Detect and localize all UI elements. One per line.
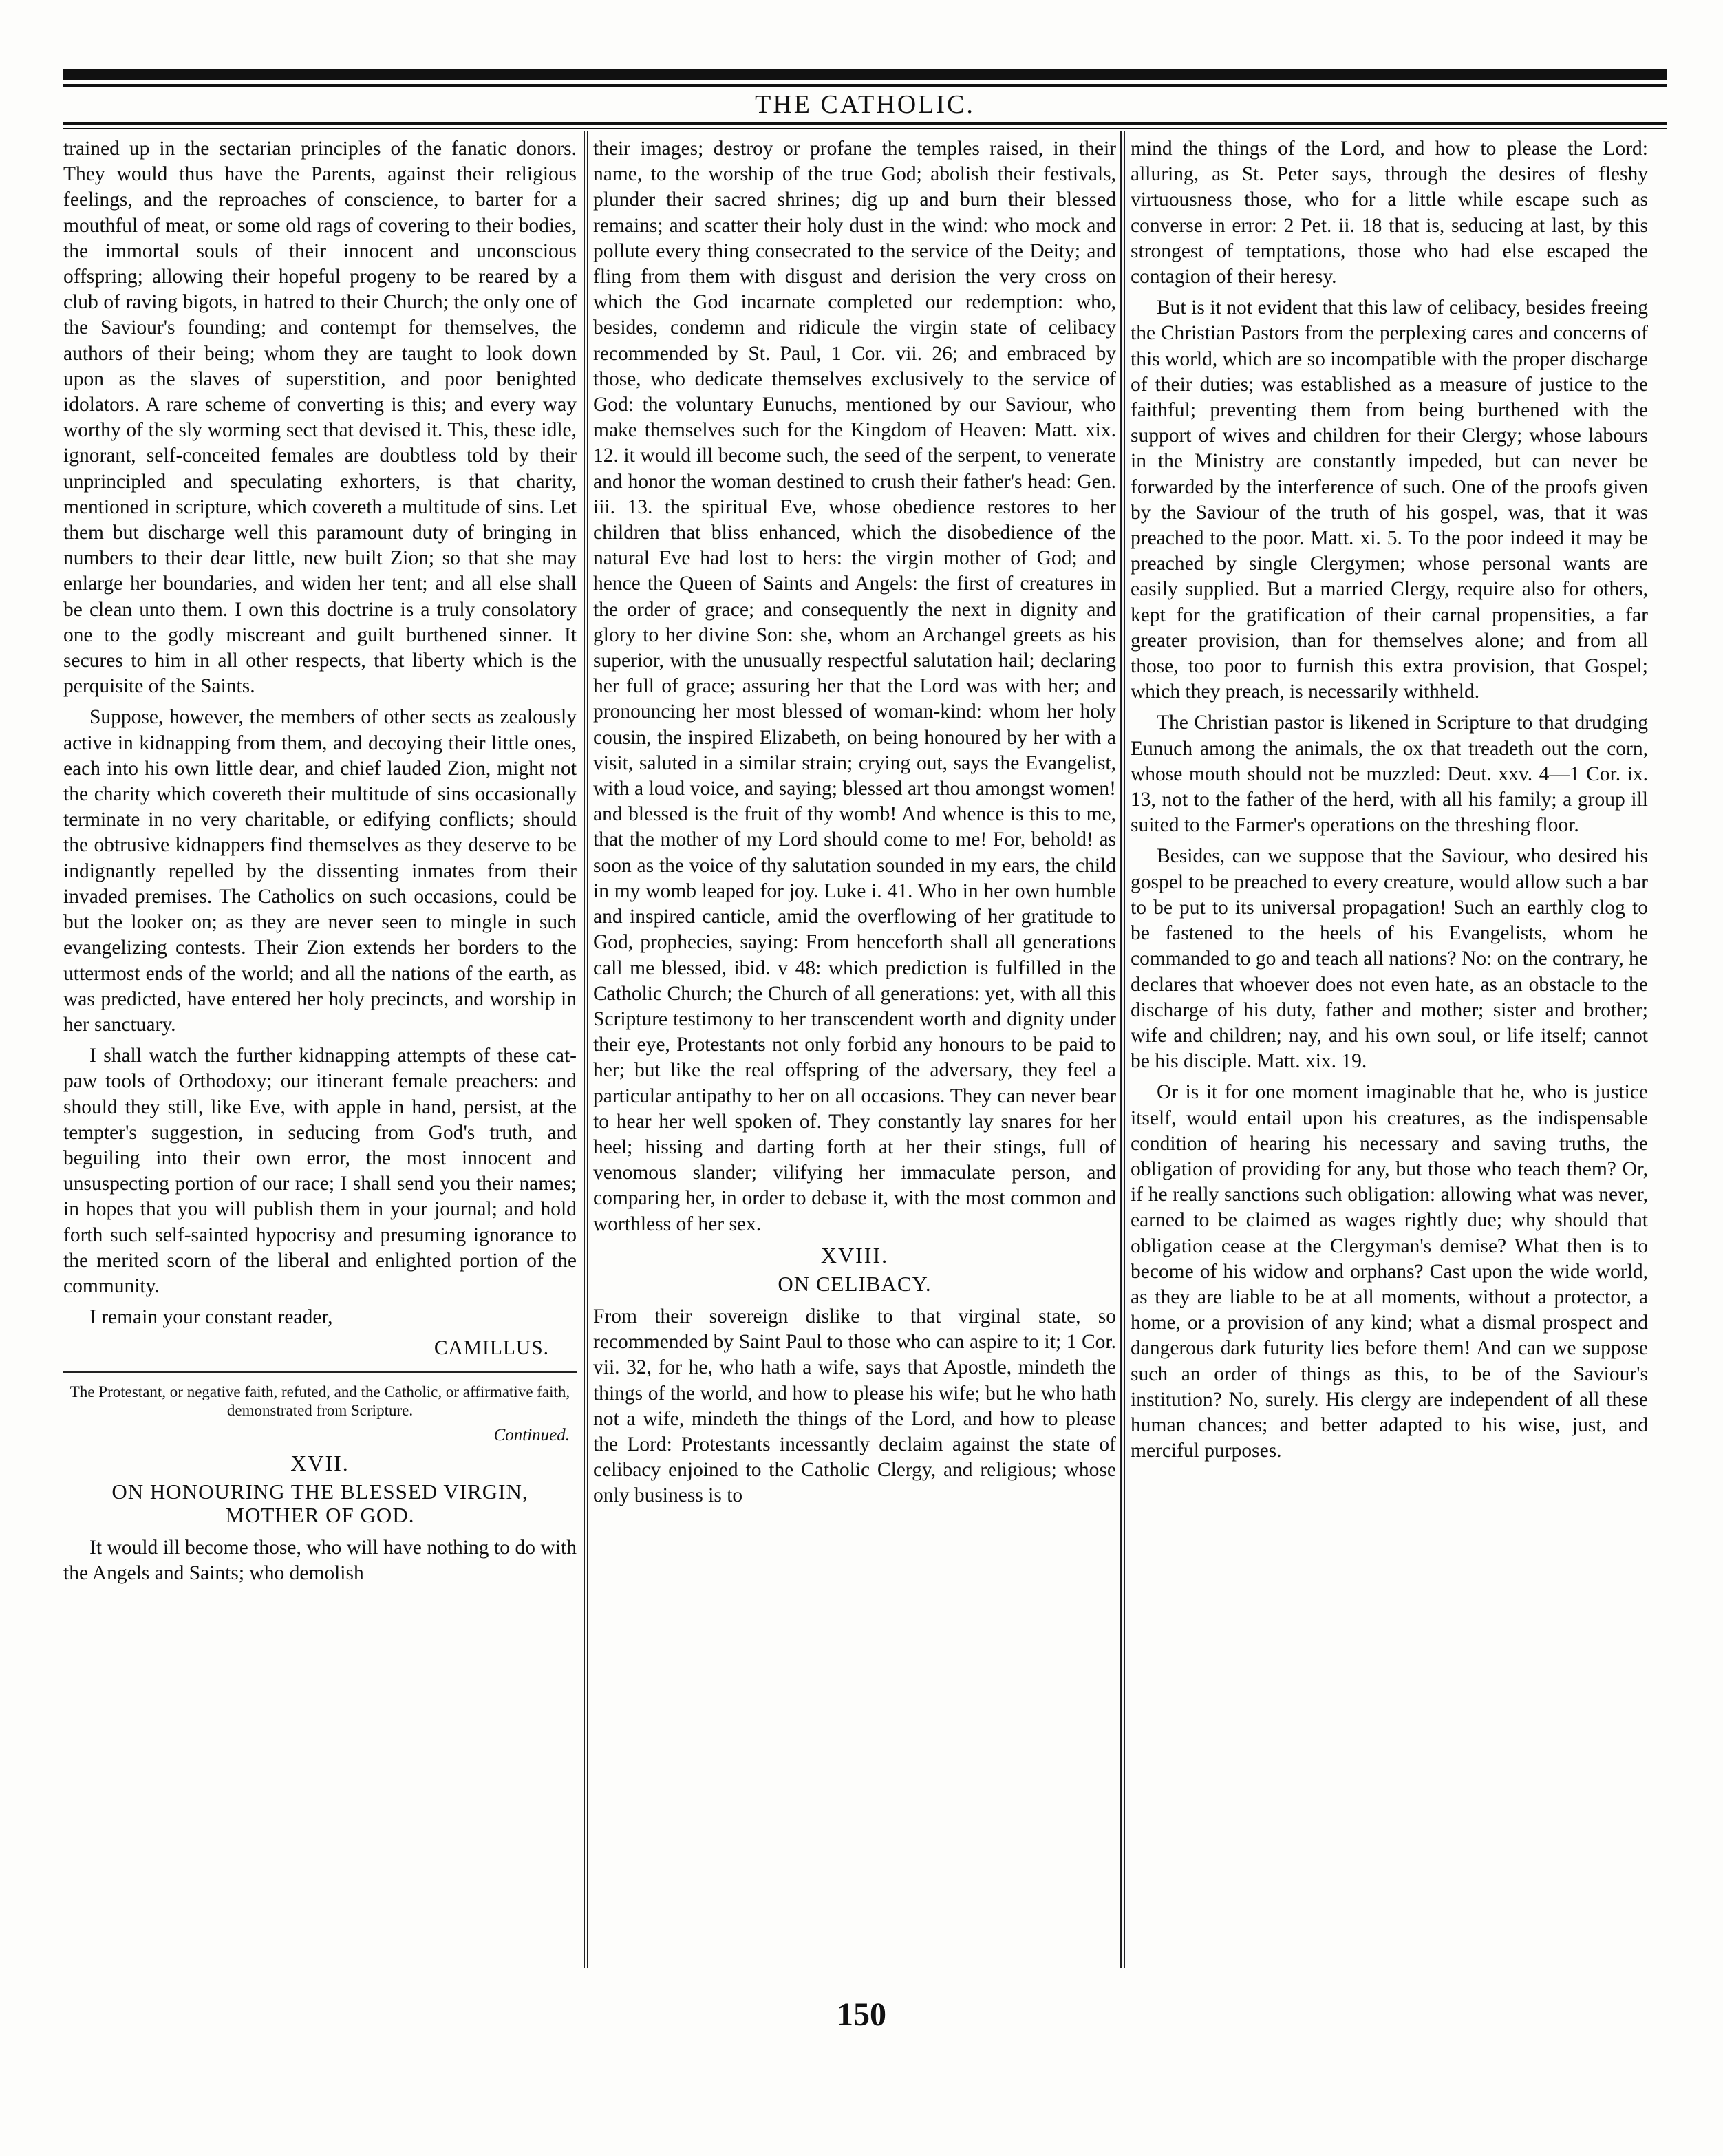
paragraph: The Christian pastor is likened in Scripture to that drudging Eunuch among the animals, the ox that treadeth out the corn, whose mouth should not be muzzled: Deut. xxv. 4—1 Cor. ix. 13, not to the father of the herd, with all his family; a group ill suited to the Farmer's operations on the threshing floor.	[1131, 712, 1648, 837]
running-title: THE CATHOLIC.	[755, 90, 975, 119]
paragraph: I shall watch the further kidnapping attempts of these cat-paw tools of Orthodoxy; our itinerant female preachers: and should they still, like Eve, with apple in hand, persist, at the tempter's suggestion, in seducing from God's truth, and beguiling into their own error, the most innocent and unsuspecting portion of our race; I shall send you their names; in hopes that you will publish them in your journal; and hold forth such self-sainted hypocrisy and presuming ignorance to the merited scorn of the liberal and enlighted portion of the community.	[63, 1045, 577, 1297]
paragraph: Or is it for one moment imaginable that he, who is justice itself, would entail upon his creatures, as the indispensable condition of hearing his necessary and saving truths, the obligation of providing for any, but those who teach them? Or, if he really sanctions such obligation: allowing what was never, earned to be claimed as wages rightly due; why should that obligation cease at the Clergyman's demise? What then is to become of his widow and orphans? Cast upon the wide world, as they are liable to be at all moments, without a protector, a home, or a provision of any kind; what a dismal prospect and dangerous dark futurity lies before them! And can we suppose such an order of things as this, to be of the Saviour's institution? No, surely. His clergy are independent of all these human chances; and better adapted to his wise, just, and merciful purposes.	[1131, 1081, 1648, 1462]
column-right	[1131, 136, 1648, 1967]
paragraph: From their sovereign dislike to that virginal state, so recommended by Saint Paul to those who can aspire to it; 1 Cor. vii. 32, for he, who hath a wife, says that Apostle, mindeth the things of the world, and how to please his wife; but he who hath not a wife, mindeth the things of the Lord, and how to please the Lord: Protestants incessantly declaim against the state of celibacy enjoined to the Catholic Clergy, and religious; whose only business is to	[593, 1305, 1116, 1507]
paragraph: trained up in the sectarian principles of the fanatic donors. They would thus have the Parents, against their religious feelings, and the reproaches of conscience, to barter for a mouthful of meat, or some old rags of covering to their bodies, the immortal souls of their innocent and unconscious offspring; allowing their hopeful progeny to be reared by a club of raving bigots, in hatred to their Church; the only one of the Saviour's founding; and contempt for themselves, the authors of their being; whom they are taught to look down upon as the slaves of superstition, and poor benighted idolators. A rare scheme of converting is this; and every way worthy of the sly worming sect that devised it. This, these idle, ignorant, self-conceited females are doubtless told by their unprincipled and speculating exhorters, is that charity, mentioned in scripture, which covereth a multitude of sins. Let them but discharge well this paramount duty of bringing in numbers to their dear little, new built Zion; so that she may enlarge her boundaries, and widen her tent; and all else shall be clean unto them. I own this doctrine is a truly consolatory one to the godly miscreant and guilt burthened sinner. It secures to him in all other respects, that liberty which is the perquisite of the Saints.	[63, 138, 577, 698]
series-note: The Protestant, or negative faith, refuted, and the Catholic, or affirmative faith, demonstrated from Scripture.	[69, 1383, 570, 1419]
column-divider	[1120, 131, 1122, 1968]
paragraph: their images; destroy or profane the temples raised, in their name, to the worship of the true God; abolish their festivals, plunder their sacred shrines; dig up and burn their blessed remains; and scatter their holy dust in the wind: who mock and pollute every thing consecrated to the service of the Deity; and fling from them with disgust and derision the very cross on which the God incarnate completed our redemption: who, besides, condemn and ridicule the virgin state of celibacy recommended by St. Paul, 1 Cor. vii. 26; and embraced by those, who dedicate themselves exclusively to the service of God: the voluntary Eunuchs, mentioned by our Saviour, who make themselves such for the Kingdom of Heaven: Matt. xix. 12. it would ill become such, the seed of the serpent, to venerate and honor the woman destined to crush their father's head: Gen. iii. 13. the spiritual Eve, whose obedience restores to her children that bliss enhanced, which the disobedience of the natural Eve had lost to hers: the virgin mother of God; and hence the Queen of Saints and Angels: the first of creatures in the order of grace; and consequently the next in dignity and glory to her divine Son: she, whom an Archangel greets as his superior, with the unusually respectful salutation hail; declaring her full of grace; assuring her that the Lord was with her; and pronouncing her most blessed of woman-kind: whom her holy cousin, the inspired Elizabeth, on being honoured by her with a visit, saluted in a similar strain; crying out, says the Evangelist, with a loud voice, and saying; blessed art thou amongst women! and blessed is the fruit of thy womb! And whence is this to me, that the mother of my Lord should come to me! For, behold! as soon as the voice of thy salutation sounded in my ears, the child in my womb leaped for joy. Luke i. 41. Who in her own humble and inspired canticle, amid the overflowing of her gratitude to God, prophecies, saying: From henceforth shall all generations call me blessed, ibid. v 48: which prediction is fulfilled in the Catholic Church; the Church of all generations: yet, with all this Scripture testimony to her transcendent worth and dignity under their eye, Protestants not only forbid any honours to be paid to her; but like the real offspring of the adversary, they feel a particular antipathy to her on all occasions. They can never bear to hear her well spoken of. They constantly lay snares for her heel; hissing and darting forth at her their stings, full of venomous slander; vilifying her immaculate person, and comparing her, in order to debase it, with the most common and worthless of her sex.	[593, 138, 1116, 1235]
section-number: XVIII.	[820, 1242, 889, 1268]
page-number: 150	[837, 1996, 886, 2033]
header-rule-thin	[63, 84, 1667, 87]
paragraph: But is it not evident that this law of celibacy, besides freeing the Christian Pastors from the perplexing cares and concerns of this world, which are so incompatible with the proper discharge of their duties; was established as a measure of justice to the faithful; preventing them from being burthened with the support of wives and children for their Clergy; whose labours in the Ministry are constantly impeded, but can never be forwarded by the interference of such. One of the proofs given by the Saviour of the truth of his gospel, was, that it was preached to the poor. Matt. xi. 5. To the poor indeed it may be preached by single Clergymen; whose personal wants are easily supplied. But a married Clergy, require also for others, kept for the gratification of their carnal propensities, a far greater provision, than for themselves alone; and from all those, too poor to furnish this extra provision, that Gospel; which they preach, is necessarily withheld.	[1131, 297, 1648, 703]
header-rule-lower-thin	[63, 128, 1667, 129]
section-heading: ON HONOURING THE BLESSED VIRGIN, MOTHER OF GOD.	[111, 1479, 528, 1527]
paragraph: Suppose, however, the members of other sects as zealously active in kidnapping from them, and decoying their little ones, each into his own little dear, and chief lauded Zion, might not the charity which covereth their multitude of sins occasionally terminate in no very charitable, or edifying conflicts; should the obtrusive kidnappers find themselves as they deserve to be indignantly repelled by the dissenting inmates from their invaded premises. The Catholics on such occasions, could be but the looker on; as they are never seen to mingle in such evangelizing contests. Their Zion extends her borders to the uttermost ends of the world; and all the nations of the earth, as was predicted, have entered her holy precincts, and worship in her sanctuary.	[63, 706, 577, 1036]
paragraph: It would ill become those, who will have nothing to do with the Angels and Saints; who demolish	[63, 1536, 577, 1585]
header-rule-lower	[63, 122, 1667, 125]
header-rule-thick	[63, 69, 1667, 80]
paragraph: Besides, can we suppose that the Saviour, who desired his gospel to be preached to every creature, would allow such a bar to be put to its universal propagation! Such an earthly clog to be fastened to the heels of his Evangelists, whom he commanded to go and teach all nations? No: on the contrary, he declares that whoever does not even hate, as an obstacle to the discharge of his duty, father and mother; sister and brother; wife and children; nay, and his own soul, or life itself; cannot be his disciple. Matt. xix. 19.	[1131, 845, 1648, 1073]
column-divider	[584, 131, 585, 1968]
section-heading: ON CELIBACY.	[778, 1271, 932, 1296]
column-left	[63, 136, 577, 1967]
paragraph: mind the things of the Lord, and how to please the Lord: alluring, as St. Peter says, through the desires of fleshy virtuousness those, who for a little while escape such as converse in error: 2 Pet. ii. 18 that is, seducing at last, by this strongest of temptations, those who had else escaped the contagion of their heresy.	[1131, 138, 1648, 288]
section-number: XVII.	[290, 1450, 350, 1475]
continued-label: Continued.	[493, 1425, 570, 1444]
closing-line: I remain your constant reader,	[89, 1306, 333, 1329]
column-middle	[593, 136, 1116, 1967]
signature: CAMILLUS.	[434, 1337, 549, 1360]
section-divider	[63, 1371, 577, 1373]
column-divider	[587, 131, 588, 1968]
column-divider	[1124, 131, 1125, 1968]
